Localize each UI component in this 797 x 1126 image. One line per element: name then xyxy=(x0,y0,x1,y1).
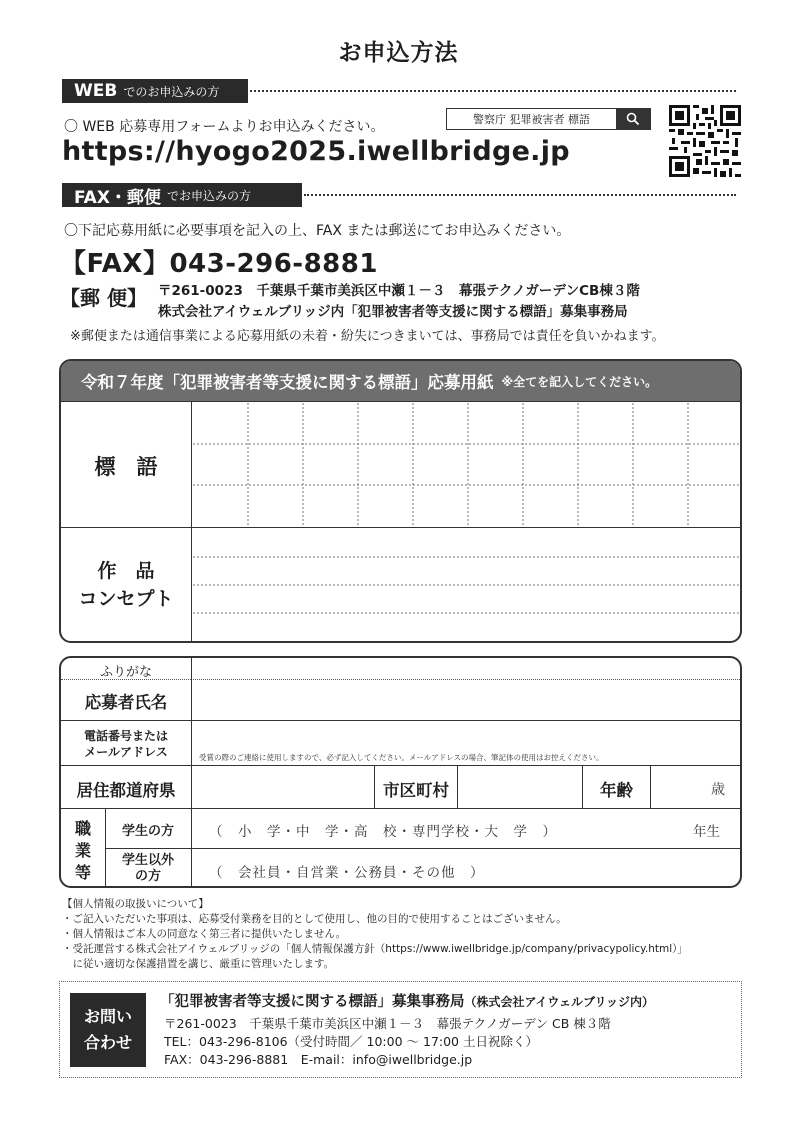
fax-line xyxy=(60,243,378,280)
divider xyxy=(191,658,192,808)
form-heading: 令和７年度「犯罪被害者等支援に関する標語」応募用紙 xyxy=(81,373,494,392)
privacy-line3: ・受託運営する株式会社アイウェルブリッジの「個人情報保護方針（https://www.iwellbridge.jp/company/privacypolicy.html）」 xyxy=(62,943,688,955)
nonstudent-options[interactable]: （ 会社員・自営業・公務員・その他 ） xyxy=(209,865,485,881)
occupation-label-3: 等 xyxy=(74,863,91,882)
web-url-link[interactable]: https://hyogo2025.iwellbridge.jp xyxy=(62,136,570,167)
divider xyxy=(193,679,740,680)
divider xyxy=(650,765,651,808)
slogan-label: 標 語 xyxy=(94,455,158,479)
search-icon xyxy=(626,112,640,126)
age-input[interactable] xyxy=(652,767,740,807)
prefecture-input[interactable] xyxy=(193,767,373,807)
fax-number: 043-296-8881 xyxy=(169,249,378,279)
privacy-heading: 【個人情報の取扱いについて】 xyxy=(62,898,209,910)
web-instruction: 〇 WEB 応募専用フォームよりお申込みください。 xyxy=(64,119,385,135)
divider xyxy=(457,765,458,808)
divider xyxy=(61,765,740,766)
concept-label xyxy=(61,557,191,613)
divider xyxy=(61,808,740,809)
search-text: 警察庁 犯罪被害者 標語 xyxy=(473,113,590,126)
web-label-main: WEB xyxy=(74,81,118,101)
mail-instruction: 〇下記応募用紙に必要事項を記入の上、FAX または郵送にてお申込みください。 xyxy=(64,223,571,239)
contact-address: 〒261-0023 千葉県千葉市美浜区中瀬１－３ 幕張テクノガーデン CB 棟３階 xyxy=(164,1016,611,1031)
privacy-notice xyxy=(62,897,752,972)
concept-input[interactable] xyxy=(193,529,740,641)
search-button[interactable] xyxy=(616,109,650,129)
qr-code-icon xyxy=(669,105,741,177)
contact-title-main: 「犯罪被害者等支援に関する標語」募集事務局 xyxy=(160,994,465,1010)
concept-label-line2: コンセプト xyxy=(78,588,174,610)
mail-label-main: FAX・郵便 xyxy=(74,187,161,208)
divider xyxy=(61,401,740,402)
post-address-line2: 株式会社アイウェルブリッジ内「犯罪被害者等支援に関する標語」募集事務局 xyxy=(158,304,628,320)
city-label: 市区町村 xyxy=(383,781,449,800)
privacy-line2: ・個人情報はご本人の同意なく第三者に提供いたしません。 xyxy=(62,928,347,940)
application-form xyxy=(59,359,742,643)
divider xyxy=(61,527,740,528)
mail-label-sub: でお申込みの方 xyxy=(166,188,251,203)
contact-badge xyxy=(70,993,146,1067)
divider xyxy=(105,848,740,849)
age-unit: 歳 xyxy=(711,782,725,798)
contact-label xyxy=(61,728,191,760)
student-options[interactable]: （ 小 学・中 学・高 校・専門学校・大 学 ） xyxy=(209,824,557,840)
divider xyxy=(250,90,736,92)
contact-box xyxy=(59,981,742,1078)
slogan-grid xyxy=(193,403,740,526)
prefecture-label: 居住都道府県 xyxy=(76,781,176,800)
age-label: 年齢 xyxy=(600,781,633,800)
web-label-sub: でのお申込みの方 xyxy=(123,84,220,99)
form-heading-note: ※全てを記入してください。 xyxy=(501,374,658,389)
grade-unit: 年生 xyxy=(693,824,720,840)
divider xyxy=(304,194,736,196)
divider xyxy=(191,401,192,641)
student-label: 学生の方 xyxy=(121,824,174,839)
occupation-label-2: 業 xyxy=(74,841,91,860)
contact-title-sub: （株式会社アイウェルブリッジ内） xyxy=(464,995,654,1009)
mail-note: ※郵便または通信事業による応募用紙の未着・紛失につきまいては、事務局では責任を負いかねます。 xyxy=(70,329,665,344)
search-box[interactable] xyxy=(446,108,651,130)
nonstudent-label-2: の方 xyxy=(134,869,161,884)
name-label: 応募者氏名 xyxy=(84,693,168,712)
post-address-line1: 〒261-0023 千葉県千葉市美浜区中瀬１－３ 幕張テクノガーデンCB棟３階 xyxy=(158,283,640,299)
mail-section-label xyxy=(62,183,302,207)
contact-badge-line1: お問い xyxy=(83,1007,132,1026)
post-label: 【郵 便】 xyxy=(60,286,147,310)
nonstudent-label xyxy=(105,853,191,885)
concept-lines xyxy=(193,529,740,641)
furigana-label: ふりがな xyxy=(99,665,152,680)
form-heading-bar xyxy=(61,361,740,401)
nonstudent-label-1: 学生以外 xyxy=(121,853,174,868)
applicant-form xyxy=(59,656,742,888)
page-title: お申込方法 xyxy=(338,40,459,66)
concept-label-line1: 作 品 xyxy=(97,560,155,582)
name-input[interactable] xyxy=(193,681,740,719)
contact-tel: TEL：043-296-8106（受付時間／ 10:00 ～ 17:00 土日祝除く） xyxy=(164,1034,538,1049)
divider xyxy=(191,808,192,888)
contact-label-line1: 電話番号または xyxy=(83,729,168,743)
contact-title xyxy=(160,990,654,1011)
contact-badge-line2: 合わせ xyxy=(83,1033,132,1052)
web-section-label xyxy=(62,79,248,103)
slogan-input-grid[interactable] xyxy=(193,403,740,526)
divider xyxy=(61,720,740,721)
occupation-label xyxy=(61,818,105,884)
fax-label: 【FAX】 xyxy=(60,249,170,279)
city-input[interactable] xyxy=(459,767,581,807)
contact-fax-email: FAX：043-296-8881 E-mail：info@iwellbridge.jp xyxy=(164,1052,473,1067)
contact-label-line2: メールアドレス xyxy=(84,745,168,759)
contact-note: 受賞の際のご連絡に使用しますので、必ず記入してください。メールアドレスの場合、筆記体の使用はお控えください。 xyxy=(199,753,604,762)
occupation-label-1: 職 xyxy=(74,819,91,838)
furigana-input[interactable] xyxy=(193,660,740,679)
privacy-line4: に従い適切な保護措置を講じ、厳重に管理いたします。 xyxy=(62,958,335,970)
privacy-line1: ・ご記入いただいた事項は、応募受付業務を目的として使用し、他の目的で使用することはございません。 xyxy=(62,913,567,925)
